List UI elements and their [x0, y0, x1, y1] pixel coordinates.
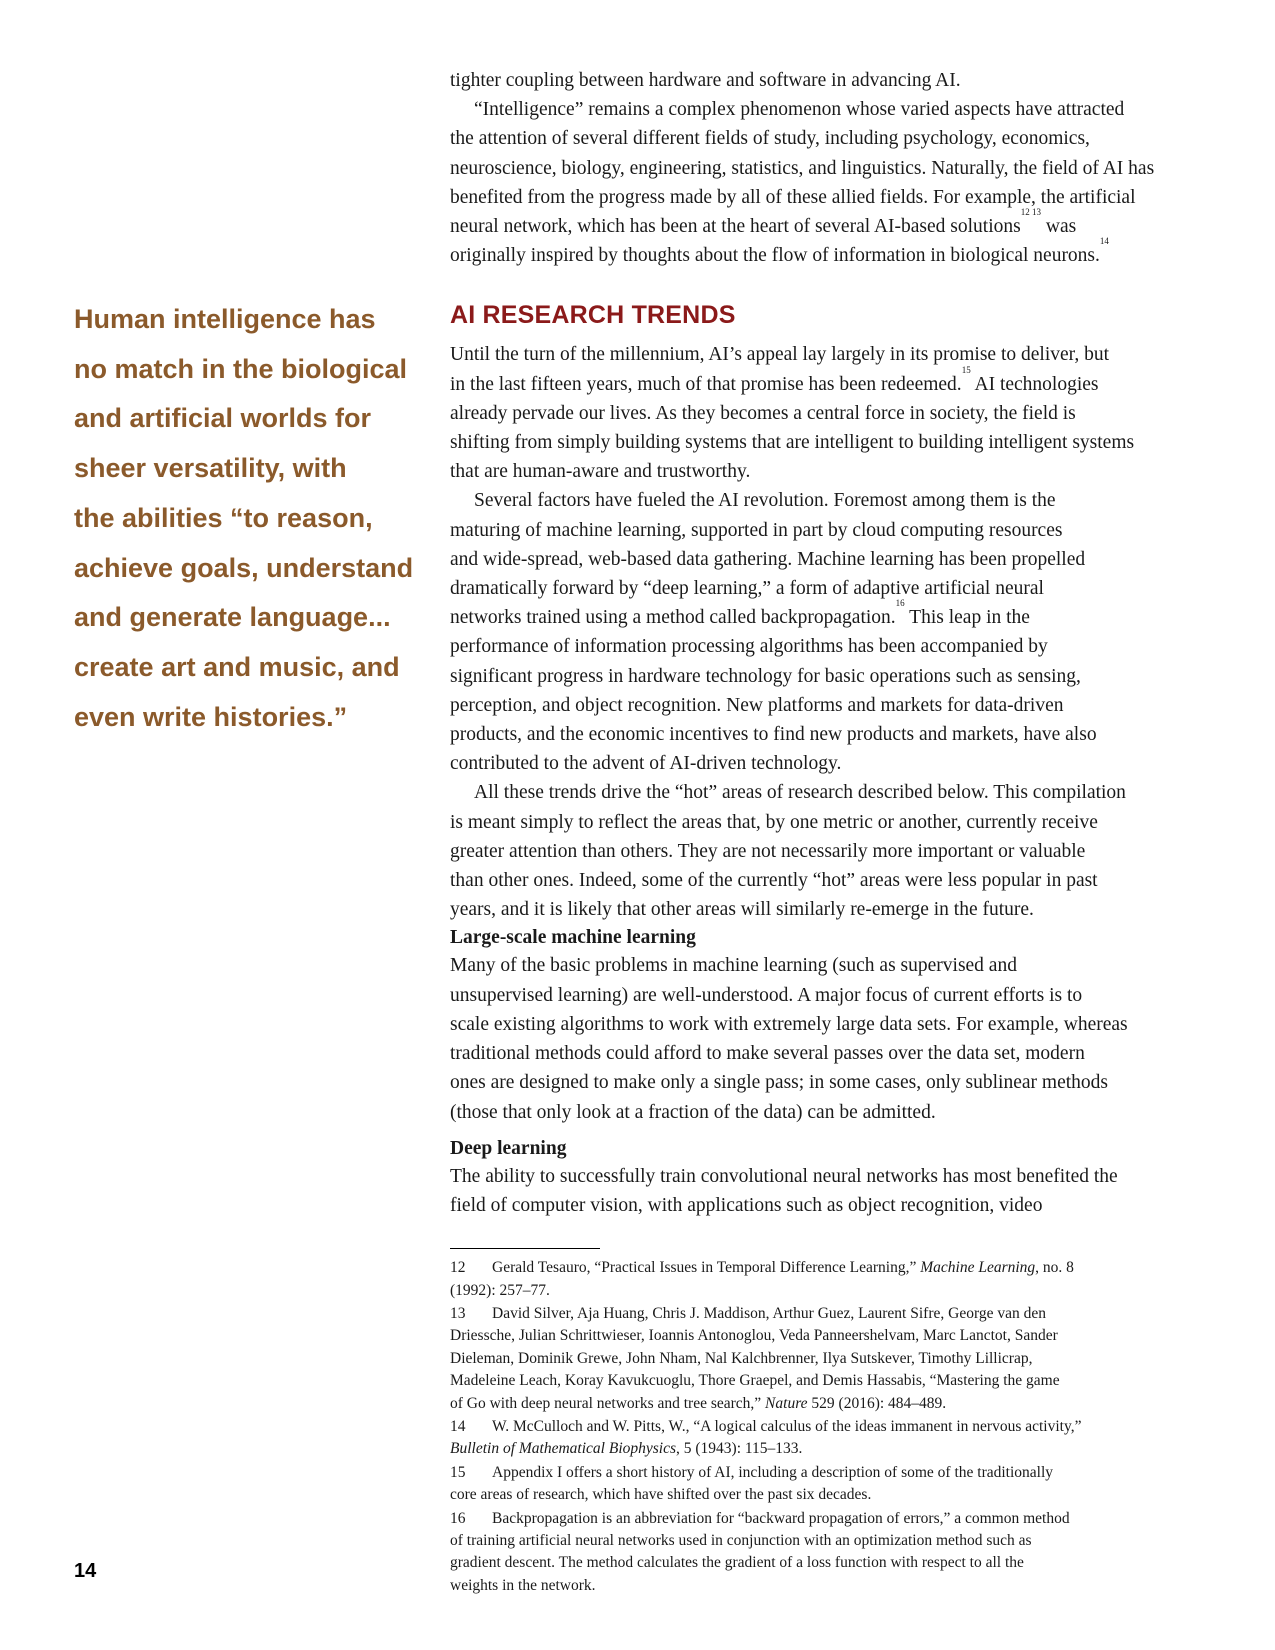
- footnote-line: weights in the network.: [450, 1576, 596, 1594]
- subsection-paragraph: [450, 1162, 1210, 1220]
- text-segment: Backpropagation is an abbreviation for “backward propagation of errors,” a common method: [492, 1509, 1070, 1527]
- footnote-ref: 14: [1099, 236, 1109, 247]
- text-segment: neural network, which has been at the heart of several AI-based solutions: [450, 216, 1021, 238]
- pull-quote-line: and generate language...: [74, 602, 391, 633]
- pull-quote-line: achieve goals, understand: [74, 552, 414, 583]
- text-line: dramatically forward by “deep learning,” a form of adaptive artificial neural: [450, 578, 1044, 600]
- text-line: [450, 598, 1210, 632]
- text-line: performance of information processing algorithms has been accompanied by: [450, 636, 1048, 658]
- footnote-ref: 16: [895, 598, 905, 609]
- footnote-ref: 12 13: [1020, 207, 1041, 218]
- text-segment: David Silver, Aja Huang, Chris J. Maddison, Arthur Guez, Laurent Sifre, George van den: [492, 1304, 1046, 1322]
- footnote-13: [450, 1303, 1210, 1415]
- text-line: already pervade our lives. As they becomes a central force in society, the field is: [450, 402, 1076, 424]
- text-line: unsupervised learning) are well-understood. A major focus of current efforts is to: [450, 984, 1083, 1006]
- text-line: (those that only look at a fraction of the data) can be admitted.: [450, 1101, 936, 1123]
- footnote-line: [450, 1303, 1210, 1325]
- text-segment: Gerald Tesauro, “Practical Issues in Temporal Difference Learning,”: [492, 1259, 921, 1277]
- text-segment: W. McCulloch and W. Pitts, W., “A logical calculus of the ideas immanent in nervous activity,”: [492, 1417, 1082, 1435]
- text-line: and wide-spread, web-based data gathering. Machine learning has been propelled: [450, 548, 1086, 570]
- main-column: [450, 66, 1210, 1598]
- text-line: neuroscience, biology, engineering, statistics, and linguistics. Naturally, the field of AI has: [450, 157, 1155, 179]
- section-paragraph: [450, 486, 1210, 778]
- text-line: shifting from simply building systems that are intelligent to building intelligent systems: [450, 432, 1135, 454]
- text-segment: Nature: [765, 1394, 808, 1412]
- footnote-line: [450, 1462, 1210, 1484]
- footnote-number: 12: [450, 1259, 466, 1277]
- text-line: maturing of machine learning, supported in part by cloud computing resources: [450, 519, 1063, 541]
- footnote-number: 13: [450, 1304, 466, 1322]
- footnote-line: Dieleman, Dominik Grewe, John Nham, Nal Kalchbrenner, Ilya Sutskever, Timothy Lillicrap,: [450, 1349, 1033, 1367]
- page-number: 14: [74, 1560, 97, 1582]
- text-line: ones are designed to make only a single pass; in some cases, only sublinear methods: [450, 1072, 1108, 1094]
- text-segment: Appendix I offers a short history of AI, including a description of some of the traditionally: [492, 1463, 1054, 1481]
- footnote-line: of training artificial neural networks used in conjunction with an optimization method such as: [450, 1531, 1032, 1549]
- text-segment: of Go with deep neural networks and tree search,”: [450, 1394, 766, 1412]
- text-line: products, and the economic incentives to find new products and markets, have also: [450, 724, 1097, 746]
- text-segment: , no. 8: [1035, 1259, 1074, 1277]
- text-segment: AI technologies: [970, 373, 1099, 395]
- text-line: years, and it is likely that other areas will similarly re-emerge in the future.: [450, 899, 1034, 921]
- footnote-line: Madeleine Leach, Koray Kavukcuoglu, Thore Graepel, and Demis Hassabis, “Mastering the game: [450, 1372, 1060, 1390]
- text-line: than other ones. Indeed, some of the currently “hot” areas were less popular in past: [450, 870, 1098, 892]
- footnote-line: [450, 1257, 1210, 1279]
- section-paragraph: [450, 340, 1210, 486]
- footnote-line: [450, 1393, 1210, 1415]
- subsection-heading: Large-scale machine learning: [450, 927, 696, 949]
- text-line: “Intelligence” remains a complex phenomenon whose varied aspects have attracted: [474, 99, 1125, 121]
- text-line: significant progress in hardware technology for basic operations such as sensing,: [450, 665, 1081, 687]
- footnote-15: [450, 1462, 1210, 1507]
- text-line: Several factors have fueled the AI revolution. Foremost among them is the: [474, 490, 1056, 512]
- text-line: tighter coupling between hardware and software in advancing AI.: [450, 70, 961, 91]
- section-paragraph: [450, 778, 1210, 924]
- footnote-line: [450, 1508, 1210, 1530]
- text-segment: , 5 (1943): 115–133.: [676, 1440, 803, 1458]
- subsection-paragraph: [450, 951, 1210, 1126]
- pull-quote-line: the abilities “to reason,: [74, 502, 373, 533]
- text-line: greater attention than others. They are not necessarily more important or valuable: [450, 840, 1086, 862]
- footnote-number: 16: [450, 1509, 466, 1527]
- footnote-line: Driessche, Julian Schrittwieser, Ioannis Antonoglou, Veda Panneershelvam, Marc Lanctot, Sander: [450, 1327, 1058, 1345]
- text-line: [450, 236, 1210, 270]
- section-heading: AI RESEARCH TRENDS: [450, 301, 736, 330]
- text-segment: This leap in the: [904, 607, 1030, 629]
- pull-quote-line: create art and music, and: [74, 651, 400, 682]
- footnote-line: gradient descent. The method calculates the gradient of a loss function with respect to all the: [450, 1554, 1024, 1572]
- footnote-16: [450, 1508, 1210, 1598]
- pull-quote-line: no match in the biological: [74, 353, 408, 384]
- text-segment: Bulletin of Mathematical Biophysics: [450, 1440, 676, 1458]
- text-segment: in the last fifteen years, much of that promise has been redeemed.: [450, 373, 962, 395]
- text-segment: 529 (2016): 484–489.: [807, 1394, 947, 1412]
- pull-quote-line: Human intelligence has: [74, 304, 376, 334]
- text-segment: was: [1040, 216, 1077, 238]
- pull-quote-line: and artificial worlds for: [74, 403, 372, 434]
- pull-quote: [74, 295, 424, 742]
- footnote-line: core areas of research, which have shifted over the past six decades.: [450, 1486, 872, 1504]
- text-line: field of computer vision, with applications such as object recognition, video: [450, 1194, 1043, 1216]
- text-line: scale existing algorithms to work with extremely large data sets. For example, whereas: [450, 1013, 1128, 1035]
- footnote-14: [450, 1416, 1210, 1461]
- footnote-line: (1992): 257–77.: [450, 1281, 550, 1299]
- subsection-heading: Deep learning: [450, 1137, 567, 1159]
- intro-paragraph-continued: [450, 66, 1210, 95]
- pull-quote-line: even write histories.”: [74, 701, 348, 732]
- intro-paragraph: [450, 95, 1210, 270]
- text-line: that are human-aware and trustworthy.: [450, 461, 751, 483]
- text-segment: Machine Learning: [920, 1259, 1036, 1277]
- text-line: traditional methods could afford to make several passes over the data set, modern: [450, 1043, 1085, 1065]
- text-line: [450, 207, 1210, 241]
- footnote-line: [450, 1438, 1210, 1460]
- footnote-number: 15: [450, 1463, 466, 1481]
- footnote-12: [450, 1257, 1210, 1302]
- text-line: Until the turn of the millennium, AI’s appeal lay largely in its promise to deliver, but: [450, 344, 1110, 366]
- text-segment: originally inspired by thoughts about the flow of information in biological neurons.: [450, 245, 1100, 267]
- text-line: [450, 364, 1210, 399]
- text-line: the attention of several different fields of study, including psychology, economics,: [450, 128, 1090, 150]
- footnote-number: 14: [450, 1417, 466, 1435]
- text-line: is meant simply to reflect the areas that, by one metric or another, currently receive: [450, 811, 1098, 833]
- text-line: Many of the basic problems in machine learning (such as supervised and: [450, 955, 1017, 977]
- pull-quote-line: sheer versatility, with: [74, 453, 347, 484]
- footnote-divider: [450, 1248, 600, 1249]
- text-line: contributed to the advent of AI-driven technology.: [450, 753, 842, 775]
- text-line: The ability to successfully train convolutional neural networks has most benefited the: [450, 1165, 1118, 1187]
- text-line: benefited from the progress made by all of these allied fields. For example, the artificial: [450, 186, 1136, 208]
- footnote-ref: 15: [961, 364, 971, 375]
- text-line: perception, and object recognition. New platforms and markets for data-driven: [450, 694, 1064, 716]
- text-line: All these trends drive the “hot” areas of research described below. This compilation: [474, 782, 1126, 804]
- text-segment: networks trained using a method called backpropagation.: [450, 607, 896, 629]
- footnote-line: [450, 1416, 1210, 1438]
